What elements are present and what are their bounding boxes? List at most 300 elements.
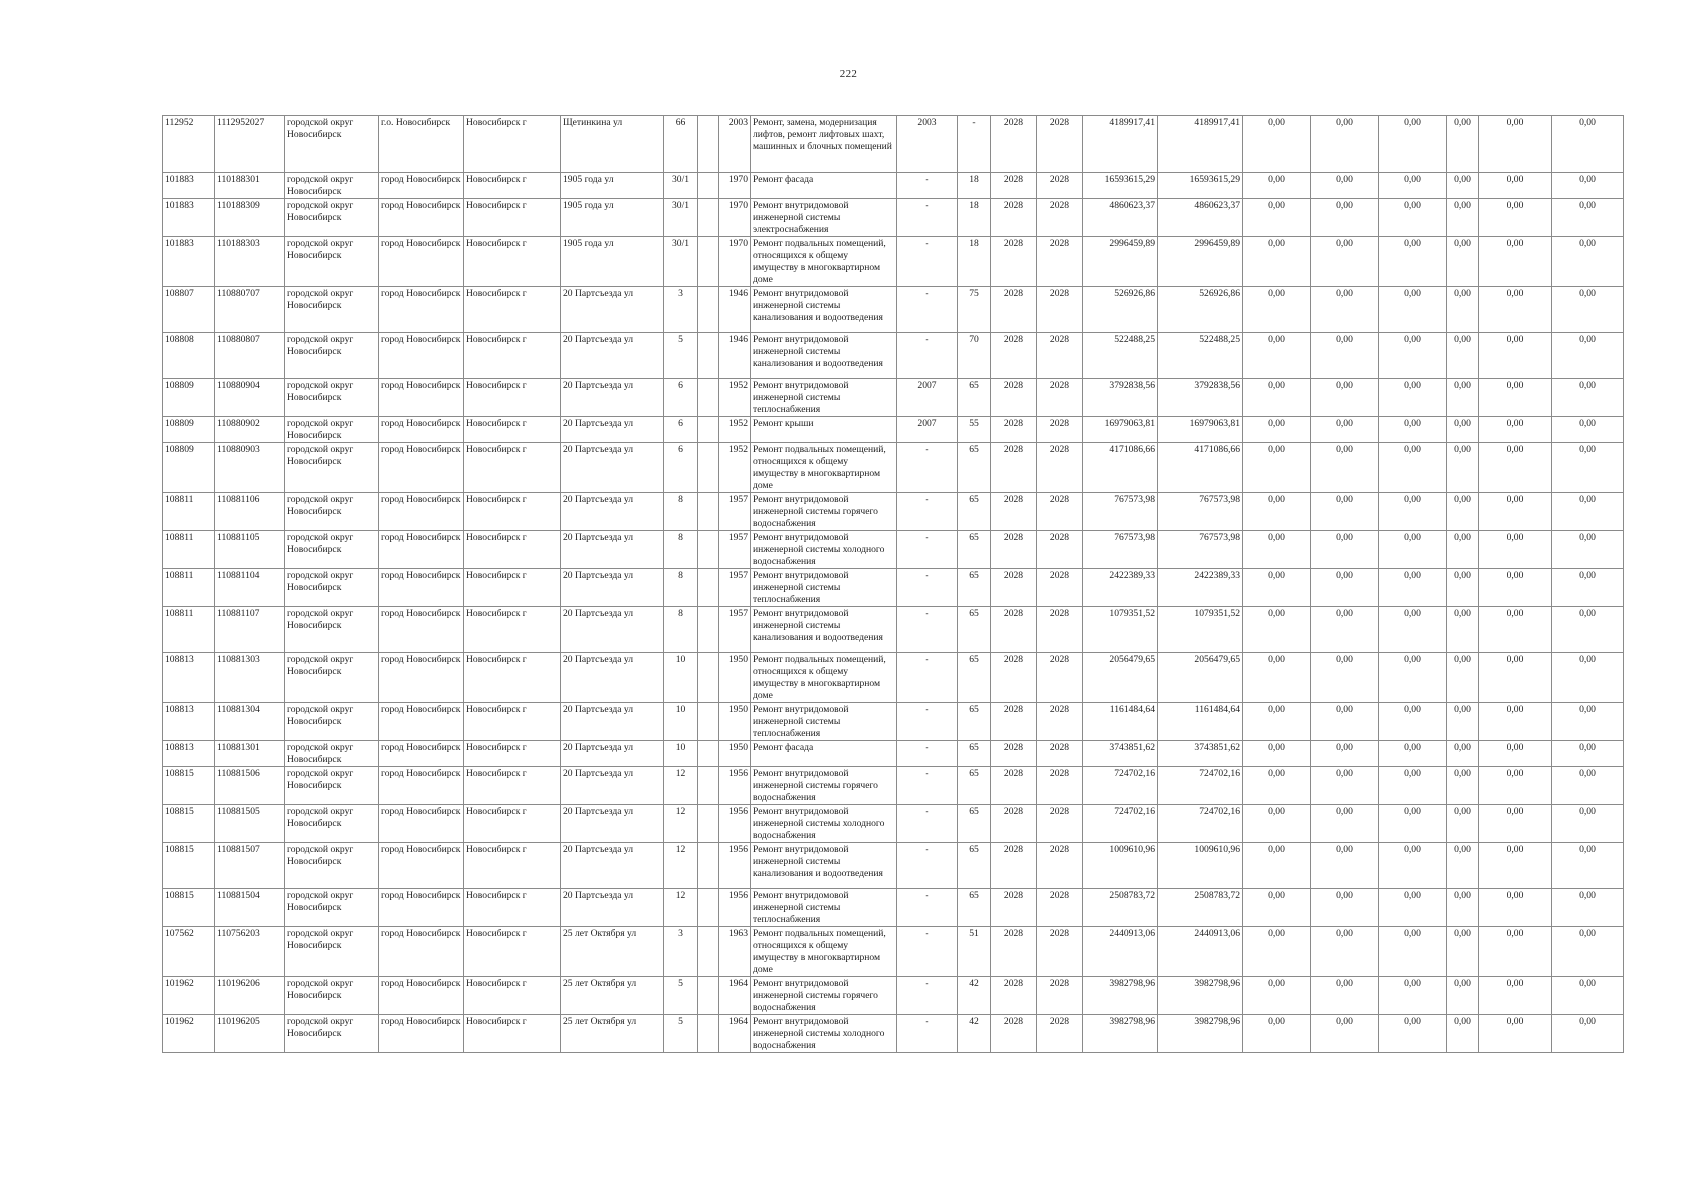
amount-cell: 0,00 (1479, 767, 1552, 805)
settlement-cell: город Новосибирск (379, 531, 464, 569)
last-repair-year-cell: - (897, 1015, 958, 1053)
object-id-cell: 108811 (163, 493, 215, 531)
object-id-cell: 108815 (163, 889, 215, 927)
municipal-district-cell: городской округ Новосибирск (285, 569, 379, 607)
plan-year-cell: 2028 (991, 531, 1037, 569)
table-row (163, 569, 1624, 607)
plan-year-cell: 2028 (991, 287, 1037, 333)
amount-cell: 0,00 (1479, 653, 1552, 703)
amount-cell: 0,00 (1447, 741, 1479, 767)
plan-year-end-cell: 2028 (1037, 653, 1083, 703)
amount-cell: 0,00 (1379, 767, 1447, 805)
locality-cell: Новосибирск г (464, 927, 561, 977)
settlement-cell: город Новосибирск (379, 379, 464, 417)
amount-cell: 0,00 (1552, 607, 1624, 653)
amount-cell: 0,00 (1479, 805, 1552, 843)
cost-fund-cell: 4860623,37 (1158, 199, 1243, 237)
street-cell: 20 Партсъезда ул (561, 287, 664, 333)
amount-cell: 0,00 (1311, 607, 1379, 653)
locality-cell: Новосибирск г (464, 173, 561, 199)
repair-id-cell: 110881504 (215, 889, 285, 927)
plan-year-cell: 2028 (991, 199, 1037, 237)
amount-cell: 0,00 (1311, 379, 1379, 417)
municipal-district-cell: городской округ Новосибирск (285, 927, 379, 977)
table-row (163, 607, 1624, 653)
locality-cell: Новосибирск г (464, 653, 561, 703)
cost-fund-cell: 3982798,96 (1158, 1015, 1243, 1053)
cost-fund-cell: 2056479,65 (1158, 653, 1243, 703)
amount-cell: 0,00 (1243, 1015, 1311, 1053)
amount-cell: 0,00 (1552, 805, 1624, 843)
table-row (163, 653, 1624, 703)
locality-cell: Новосибирск г (464, 287, 561, 333)
cost-total-cell: 3982798,96 (1083, 1015, 1158, 1053)
building-cell (698, 741, 719, 767)
cost-fund-cell: 767573,98 (1158, 493, 1243, 531)
amount-cell: 0,00 (1311, 843, 1379, 889)
last-repair-year-cell: - (897, 805, 958, 843)
building-cell (698, 927, 719, 977)
amount-cell: 0,00 (1311, 977, 1379, 1015)
amount-cell: 0,00 (1447, 977, 1479, 1015)
repair-id-cell: 110881505 (215, 805, 285, 843)
amount-cell: 0,00 (1479, 703, 1552, 741)
cost-total-cell: 724702,16 (1083, 805, 1158, 843)
amount-cell: 0,00 (1479, 741, 1552, 767)
amount-cell: 0,00 (1243, 199, 1311, 237)
object-id-cell: 101962 (163, 1015, 215, 1053)
settlement-cell: город Новосибирск (379, 569, 464, 607)
street-cell: 20 Партсъезда ул (561, 379, 664, 417)
amount-cell: 0,00 (1379, 977, 1447, 1015)
plan-year-end-cell: 2028 (1037, 173, 1083, 199)
settlement-cell: город Новосибирск (379, 977, 464, 1015)
cost-total-cell: 4189917,41 (1083, 116, 1158, 173)
house-number-cell: 30/1 (664, 199, 698, 237)
street-cell: 20 Партсъезда ул (561, 889, 664, 927)
work-type-cell: Ремонт внутридомовой инженерной системы горячего водоснабжения (751, 767, 897, 805)
amount-cell: 0,00 (1447, 173, 1479, 199)
house-number-cell: 12 (664, 889, 698, 927)
amount-cell: 0,00 (1379, 569, 1447, 607)
repair-id-cell: 110756203 (215, 927, 285, 977)
amount-cell: 0,00 (1243, 333, 1311, 379)
last-repair-year-cell: - (897, 531, 958, 569)
amount-cell: 0,00 (1243, 116, 1311, 173)
plan-year-end-cell: 2028 (1037, 927, 1083, 977)
settlement-cell: город Новосибирск (379, 493, 464, 531)
house-number-cell: 5 (664, 977, 698, 1015)
work-type-cell: Ремонт внутридомовой инженерной системы канализования и водоотведения (751, 843, 897, 889)
amount-cell: 0,00 (1447, 443, 1479, 493)
build-year-cell: 1952 (719, 417, 751, 443)
amount-cell: 0,00 (1243, 843, 1311, 889)
amount-cell: 0,00 (1379, 173, 1447, 199)
plan-year-cell: 2028 (991, 805, 1037, 843)
plan-year-cell: 2028 (991, 173, 1037, 199)
locality-cell: Новосибирск г (464, 703, 561, 741)
locality-cell: Новосибирск г (464, 741, 561, 767)
plan-year-end-cell: 2028 (1037, 443, 1083, 493)
plan-year-cell: 2028 (991, 569, 1037, 607)
plan-year-cell: 2028 (991, 607, 1037, 653)
building-cell (698, 237, 719, 287)
street-cell: 20 Партсъезда ул (561, 653, 664, 703)
cost-total-cell: 4171086,66 (1083, 443, 1158, 493)
locality-cell: Новосибирск г (464, 199, 561, 237)
object-id-cell: 101883 (163, 173, 215, 199)
amount-cell: 0,00 (1311, 805, 1379, 843)
amount-cell: 0,00 (1311, 1015, 1379, 1053)
municipal-district-cell: городской округ Новосибирск (285, 116, 379, 173)
municipal-district-cell: городской округ Новосибирск (285, 417, 379, 443)
repair-id-cell: 110196206 (215, 977, 285, 1015)
last-repair-year-cell: - (897, 927, 958, 977)
last-repair-year-cell: - (897, 493, 958, 531)
cost-total-cell: 3792838,56 (1083, 379, 1158, 417)
repair-id-cell: 110880903 (215, 443, 285, 493)
municipal-district-cell: городской округ Новосибирск (285, 287, 379, 333)
amount-cell: 0,00 (1479, 1015, 1552, 1053)
wear-percent-cell: 65 (958, 531, 991, 569)
amount-cell: 0,00 (1447, 333, 1479, 379)
municipal-district-cell: городской округ Новосибирск (285, 653, 379, 703)
object-id-cell: 108808 (163, 333, 215, 379)
house-number-cell: 10 (664, 741, 698, 767)
amount-cell: 0,00 (1379, 333, 1447, 379)
work-type-cell: Ремонт внутридомовой инженерной системы канализования и водоотведения (751, 333, 897, 379)
amount-cell: 0,00 (1311, 927, 1379, 977)
municipal-district-cell: городской округ Новосибирск (285, 843, 379, 889)
amount-cell: 0,00 (1479, 333, 1552, 379)
settlement-cell: город Новосибирск (379, 287, 464, 333)
wear-percent-cell: 70 (958, 333, 991, 379)
last-repair-year-cell: - (897, 287, 958, 333)
amount-cell: 0,00 (1243, 173, 1311, 199)
plan-year-end-cell: 2028 (1037, 607, 1083, 653)
plan-year-cell: 2028 (991, 493, 1037, 531)
building-cell (698, 653, 719, 703)
work-type-cell: Ремонт фасада (751, 741, 897, 767)
repair-id-cell: 110881107 (215, 607, 285, 653)
object-id-cell: 108811 (163, 531, 215, 569)
municipal-district-cell: городской округ Новосибирск (285, 333, 379, 379)
object-id-cell: 108809 (163, 379, 215, 417)
house-number-cell: 8 (664, 493, 698, 531)
table-row (163, 843, 1624, 889)
work-type-cell: Ремонт подвальных помещений, относящихся к общему имуществу в многоквартирном доме (751, 927, 897, 977)
repair-id-cell: 110880902 (215, 417, 285, 443)
locality-cell: Новосибирск г (464, 493, 561, 531)
amount-cell: 0,00 (1479, 889, 1552, 927)
table-row (163, 531, 1624, 569)
plan-year-cell: 2028 (991, 1015, 1037, 1053)
cost-total-cell: 2440913,06 (1083, 927, 1158, 977)
settlement-cell: город Новосибирск (379, 703, 464, 741)
cost-fund-cell: 1009610,96 (1158, 843, 1243, 889)
plan-year-cell: 2028 (991, 443, 1037, 493)
house-number-cell: 30/1 (664, 237, 698, 287)
plan-year-end-cell: 2028 (1037, 199, 1083, 237)
amount-cell: 0,00 (1447, 569, 1479, 607)
amount-cell: 0,00 (1552, 287, 1624, 333)
repair-id-cell: 110881304 (215, 703, 285, 741)
building-cell (698, 199, 719, 237)
amount-cell: 0,00 (1379, 116, 1447, 173)
house-number-cell: 8 (664, 531, 698, 569)
amount-cell: 0,00 (1379, 531, 1447, 569)
amount-cell: 0,00 (1243, 569, 1311, 607)
table-row (163, 237, 1624, 287)
municipal-district-cell: городской округ Новосибирск (285, 443, 379, 493)
amount-cell: 0,00 (1479, 977, 1552, 1015)
amount-cell: 0,00 (1311, 443, 1379, 493)
cost-fund-cell: 767573,98 (1158, 531, 1243, 569)
amount-cell: 0,00 (1552, 379, 1624, 417)
building-cell (698, 805, 719, 843)
work-type-cell: Ремонт фасада (751, 173, 897, 199)
amount-cell: 0,00 (1552, 237, 1624, 287)
repair-id-cell: 110881507 (215, 843, 285, 889)
cost-fund-cell: 2508783,72 (1158, 889, 1243, 927)
street-cell: 20 Партсъезда ул (561, 443, 664, 493)
amount-cell: 0,00 (1479, 531, 1552, 569)
work-type-cell: Ремонт внутридомовой инженерной системы электроснабжения (751, 199, 897, 237)
house-number-cell: 3 (664, 927, 698, 977)
settlement-cell: город Новосибирск (379, 741, 464, 767)
amount-cell: 0,00 (1379, 741, 1447, 767)
amount-cell: 0,00 (1447, 767, 1479, 805)
building-cell (698, 173, 719, 199)
object-id-cell: 101883 (163, 237, 215, 287)
object-id-cell: 108813 (163, 703, 215, 741)
plan-year-cell: 2028 (991, 843, 1037, 889)
building-cell (698, 767, 719, 805)
plan-year-cell: 2028 (991, 741, 1037, 767)
amount-cell: 0,00 (1379, 417, 1447, 443)
amount-cell: 0,00 (1479, 116, 1552, 173)
plan-year-end-cell: 2028 (1037, 531, 1083, 569)
settlement-cell: город Новосибирск (379, 417, 464, 443)
cost-fund-cell: 2440913,06 (1158, 927, 1243, 977)
wear-percent-cell: 65 (958, 741, 991, 767)
amount-cell: 0,00 (1447, 843, 1479, 889)
last-repair-year-cell: - (897, 443, 958, 493)
amount-cell: 0,00 (1243, 607, 1311, 653)
municipal-district-cell: городской округ Новосибирск (285, 767, 379, 805)
last-repair-year-cell: - (897, 703, 958, 741)
work-type-cell: Ремонт крыши (751, 417, 897, 443)
plan-year-cell: 2028 (991, 116, 1037, 173)
wear-percent-cell: 65 (958, 843, 991, 889)
amount-cell: 0,00 (1552, 417, 1624, 443)
wear-percent-cell: 65 (958, 889, 991, 927)
cost-total-cell: 724702,16 (1083, 767, 1158, 805)
street-cell: Щетинкина ул (561, 116, 664, 173)
amount-cell: 0,00 (1379, 287, 1447, 333)
amount-cell: 0,00 (1379, 607, 1447, 653)
work-type-cell: Ремонт подвальных помещений, относящихся к общему имуществу в многоквартирном доме (751, 653, 897, 703)
object-id-cell: 108813 (163, 741, 215, 767)
cost-total-cell: 2996459,89 (1083, 237, 1158, 287)
build-year-cell: 1946 (719, 333, 751, 379)
locality-cell: Новосибирск г (464, 237, 561, 287)
build-year-cell: 1970 (719, 199, 751, 237)
amount-cell: 0,00 (1243, 237, 1311, 287)
locality-cell: Новосибирск г (464, 531, 561, 569)
repair-id-cell: 110881106 (215, 493, 285, 531)
table-row (163, 287, 1624, 333)
plan-year-end-cell: 2028 (1037, 741, 1083, 767)
plan-year-end-cell: 2028 (1037, 493, 1083, 531)
object-id-cell: 107562 (163, 927, 215, 977)
wear-percent-cell: 65 (958, 607, 991, 653)
build-year-cell: 1950 (719, 741, 751, 767)
cost-fund-cell: 3792838,56 (1158, 379, 1243, 417)
cost-total-cell: 767573,98 (1083, 493, 1158, 531)
amount-cell: 0,00 (1311, 653, 1379, 703)
plan-year-end-cell: 2028 (1037, 1015, 1083, 1053)
table-row (163, 417, 1624, 443)
capital-repair-register-table (162, 115, 1624, 1053)
amount-cell: 0,00 (1447, 1015, 1479, 1053)
wear-percent-cell: 18 (958, 237, 991, 287)
amount-cell: 0,00 (1311, 199, 1379, 237)
cost-total-cell: 526926,86 (1083, 287, 1158, 333)
amount-cell: 0,00 (1311, 703, 1379, 741)
plan-year-end-cell: 2028 (1037, 287, 1083, 333)
amount-cell: 0,00 (1311, 889, 1379, 927)
repair-id-cell: 110881303 (215, 653, 285, 703)
amount-cell: 0,00 (1447, 116, 1479, 173)
amount-cell: 0,00 (1552, 493, 1624, 531)
street-cell: 20 Партсъезда ул (561, 767, 664, 805)
table-row (163, 889, 1624, 927)
work-type-cell: Ремонт внутридомовой инженерной системы горячего водоснабжения (751, 977, 897, 1015)
building-cell (698, 287, 719, 333)
plan-year-cell: 2028 (991, 767, 1037, 805)
cost-fund-cell: 724702,16 (1158, 805, 1243, 843)
last-repair-year-cell: - (897, 767, 958, 805)
plan-year-cell: 2028 (991, 653, 1037, 703)
wear-percent-cell: 75 (958, 287, 991, 333)
house-number-cell: 5 (664, 1015, 698, 1053)
settlement-cell: город Новосибирск (379, 237, 464, 287)
work-type-cell: Ремонт внутридомовой инженерной системы теплоснабжения (751, 569, 897, 607)
repair-id-cell: 110881105 (215, 531, 285, 569)
house-number-cell: 5 (664, 333, 698, 379)
municipal-district-cell: городской округ Новосибирск (285, 977, 379, 1015)
settlement-cell: город Новосибирск (379, 607, 464, 653)
amount-cell: 0,00 (1243, 741, 1311, 767)
locality-cell: Новосибирск г (464, 889, 561, 927)
last-repair-year-cell: - (897, 977, 958, 1015)
amount-cell: 0,00 (1447, 703, 1479, 741)
work-type-cell: Ремонт внутридомовой инженерной системы холодного водоснабжения (751, 531, 897, 569)
object-id-cell: 108807 (163, 287, 215, 333)
amount-cell: 0,00 (1552, 703, 1624, 741)
object-id-cell: 108811 (163, 569, 215, 607)
build-year-cell: 1956 (719, 843, 751, 889)
object-id-cell: 108815 (163, 767, 215, 805)
municipal-district-cell: городской округ Новосибирск (285, 703, 379, 741)
cost-total-cell: 4860623,37 (1083, 199, 1158, 237)
table-row (163, 173, 1624, 199)
amount-cell: 0,00 (1552, 977, 1624, 1015)
build-year-cell: 1950 (719, 703, 751, 741)
street-cell: 20 Партсъезда ул (561, 805, 664, 843)
amount-cell: 0,00 (1447, 287, 1479, 333)
amount-cell: 0,00 (1552, 741, 1624, 767)
amount-cell: 0,00 (1479, 379, 1552, 417)
plan-year-end-cell: 2028 (1037, 379, 1083, 417)
plan-year-cell: 2028 (991, 889, 1037, 927)
table-row (163, 977, 1624, 1015)
cost-total-cell: 1079351,52 (1083, 607, 1158, 653)
building-cell (698, 116, 719, 173)
build-year-cell: 1956 (719, 805, 751, 843)
street-cell: 1905 года ул (561, 199, 664, 237)
object-id-cell: 108809 (163, 417, 215, 443)
plan-year-end-cell: 2028 (1037, 116, 1083, 173)
plan-year-end-cell: 2028 (1037, 237, 1083, 287)
build-year-cell: 1956 (719, 767, 751, 805)
amount-cell: 0,00 (1479, 417, 1552, 443)
amount-cell: 0,00 (1379, 199, 1447, 237)
amount-cell: 0,00 (1447, 493, 1479, 531)
settlement-cell: г.о. Новосибирск (379, 116, 464, 173)
plan-year-end-cell: 2028 (1037, 417, 1083, 443)
street-cell: 25 лет Октября ул (561, 977, 664, 1015)
table-row (163, 333, 1624, 379)
amount-cell: 0,00 (1243, 443, 1311, 493)
amount-cell: 0,00 (1552, 653, 1624, 703)
locality-cell: Новосибирск г (464, 607, 561, 653)
repair-id-cell: 110880807 (215, 333, 285, 379)
locality-cell: Новосибирск г (464, 116, 561, 173)
object-id-cell: 101883 (163, 199, 215, 237)
municipal-district-cell: городской округ Новосибирск (285, 237, 379, 287)
build-year-cell: 1970 (719, 237, 751, 287)
amount-cell: 0,00 (1552, 116, 1624, 173)
table-row (163, 199, 1624, 237)
wear-percent-cell: 42 (958, 1015, 991, 1053)
amount-cell: 0,00 (1447, 927, 1479, 977)
build-year-cell: 1963 (719, 927, 751, 977)
cost-total-cell: 3982798,96 (1083, 977, 1158, 1015)
cost-total-cell: 1009610,96 (1083, 843, 1158, 889)
house-number-cell: 8 (664, 569, 698, 607)
house-number-cell: 12 (664, 805, 698, 843)
plan-year-cell: 2028 (991, 333, 1037, 379)
amount-cell: 0,00 (1552, 843, 1624, 889)
amount-cell: 0,00 (1479, 443, 1552, 493)
cost-total-cell: 1161484,64 (1083, 703, 1158, 741)
last-repair-year-cell: - (897, 843, 958, 889)
amount-cell: 0,00 (1311, 333, 1379, 379)
cost-total-cell: 522488,25 (1083, 333, 1158, 379)
wear-percent-cell: 65 (958, 653, 991, 703)
amount-cell: 0,00 (1379, 493, 1447, 531)
settlement-cell: город Новосибирск (379, 1015, 464, 1053)
house-number-cell: 12 (664, 843, 698, 889)
locality-cell: Новосибирск г (464, 417, 561, 443)
locality-cell: Новосибирск г (464, 977, 561, 1015)
build-year-cell: 2003 (719, 116, 751, 173)
cost-fund-cell: 4189917,41 (1158, 116, 1243, 173)
last-repair-year-cell: 2007 (897, 379, 958, 417)
municipal-district-cell: городской округ Новосибирск (285, 805, 379, 843)
